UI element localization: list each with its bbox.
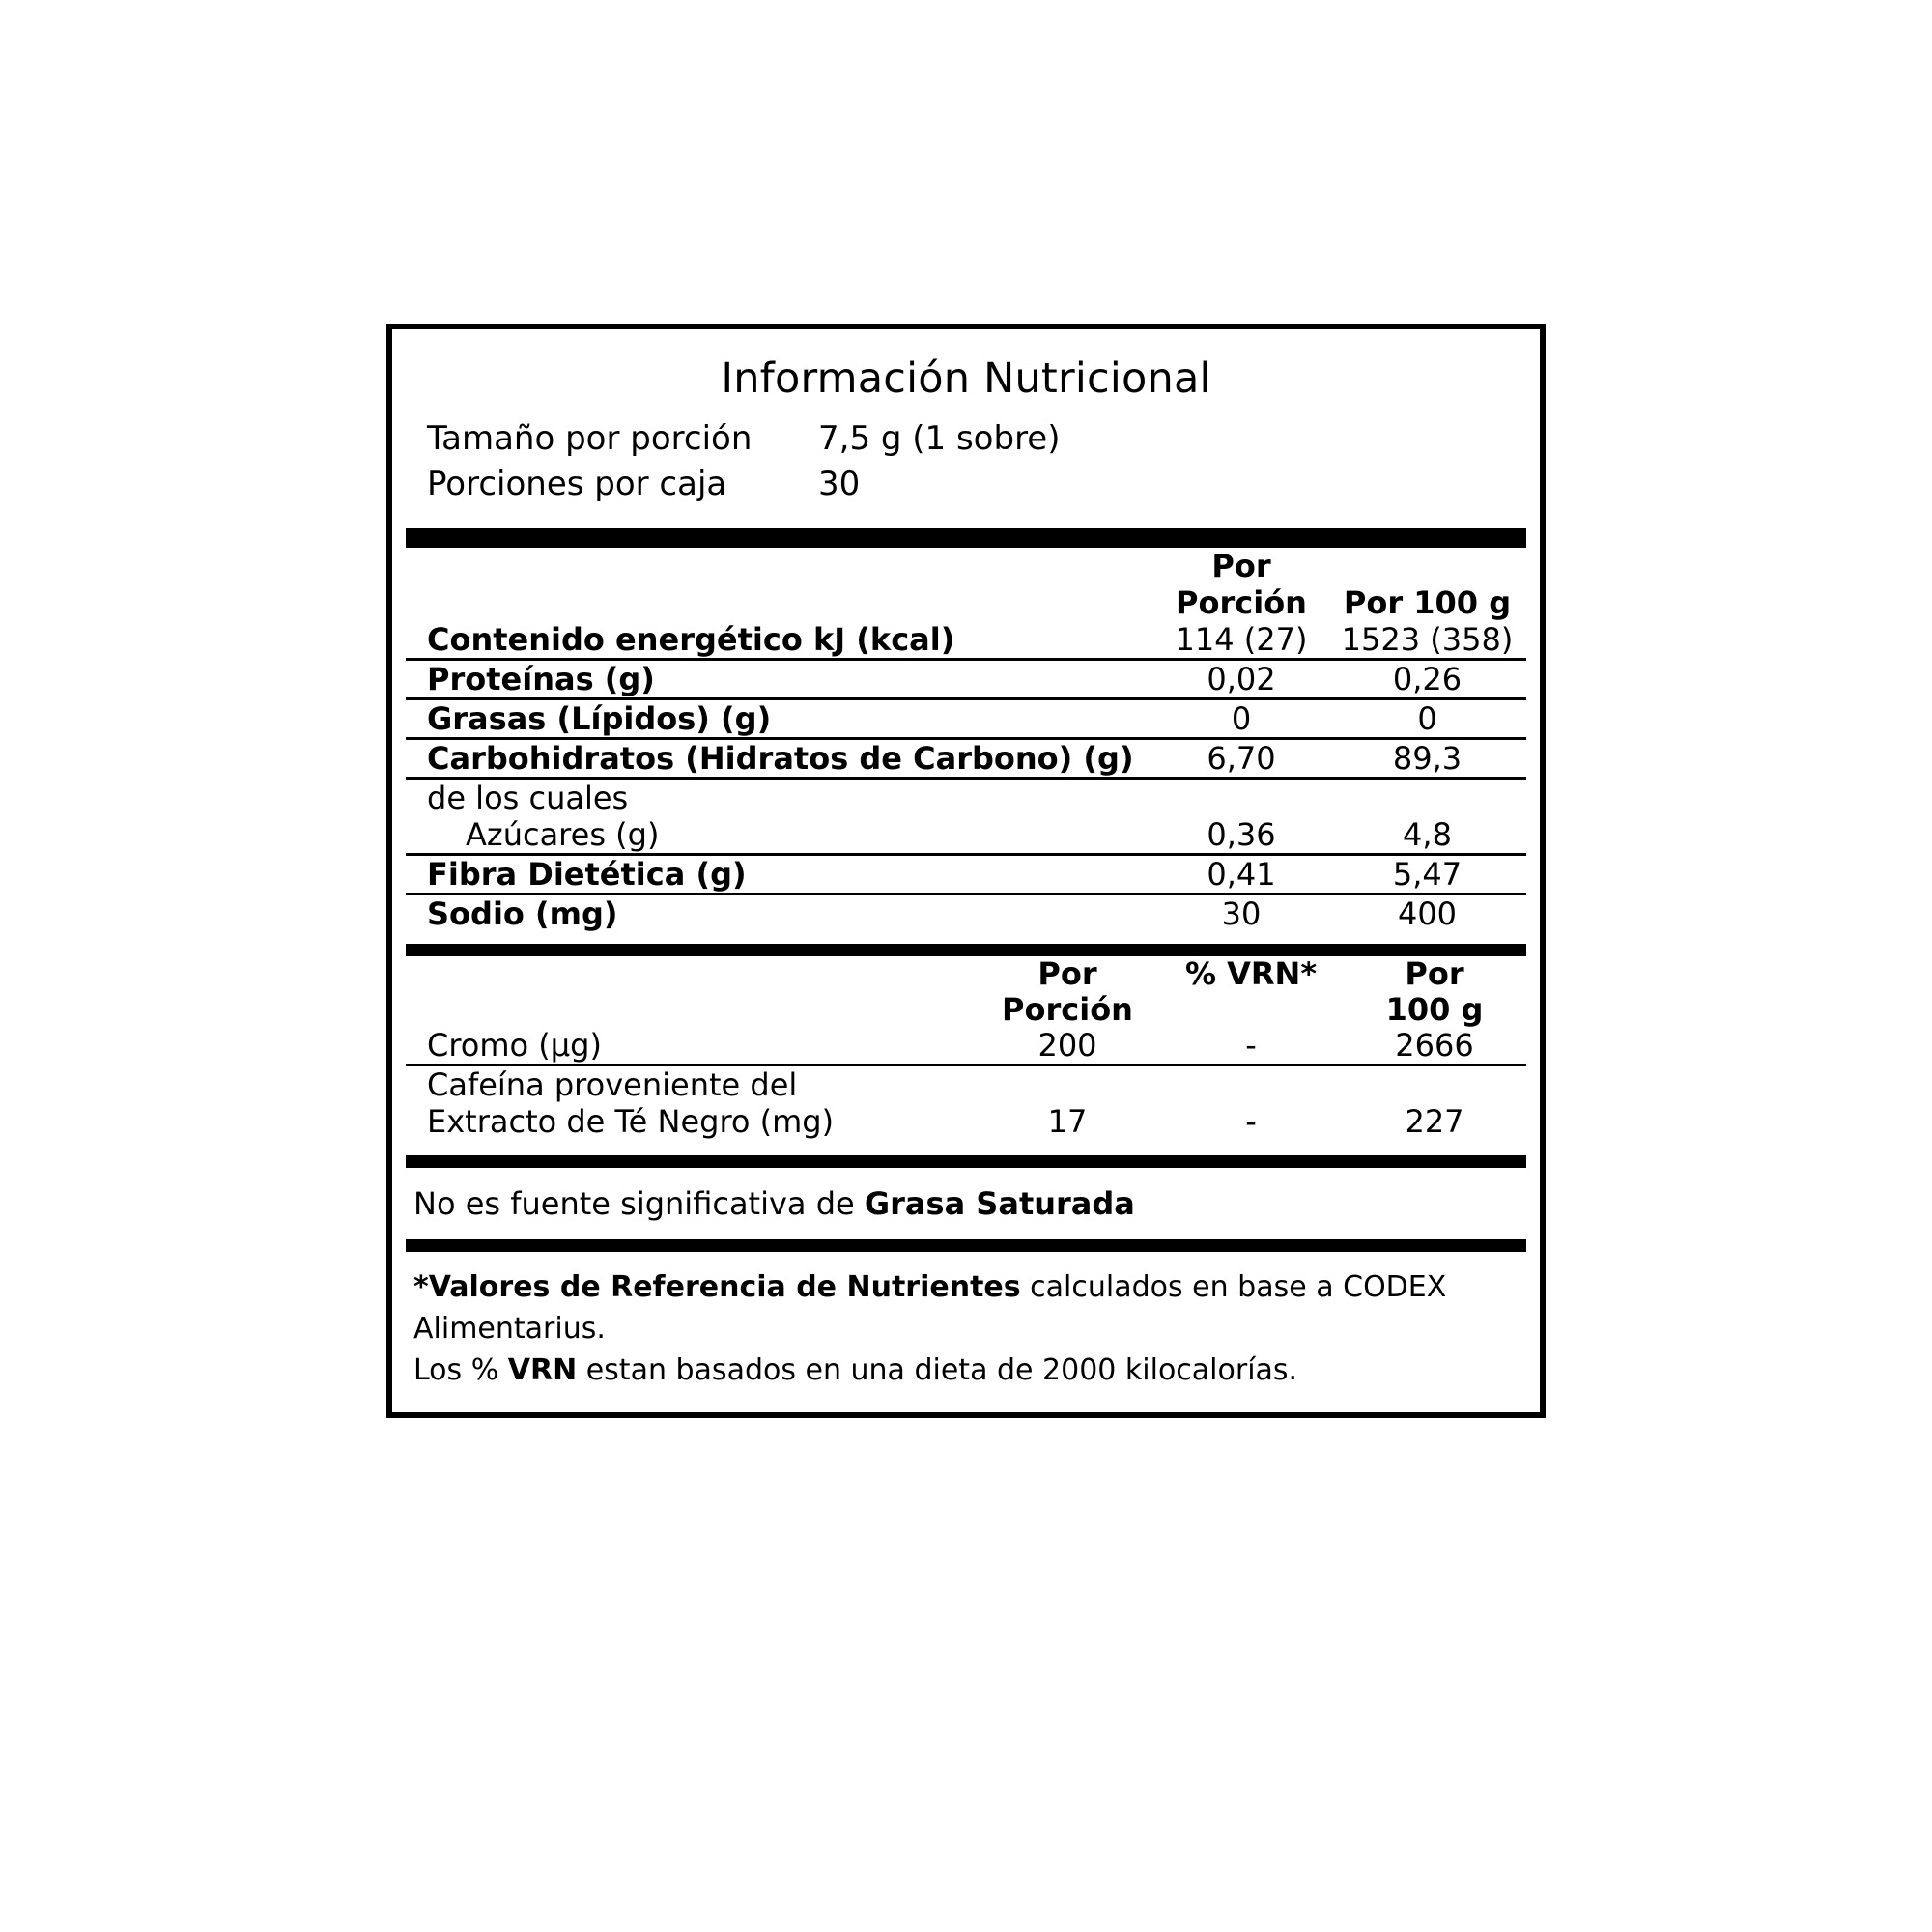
- row-per-100g: 1523 (358): [1328, 621, 1526, 660]
- header-per-100g-micro: [1343, 956, 1526, 1028]
- divider-mid: [406, 944, 1526, 956]
- table-row: [406, 1065, 1526, 1104]
- row-name: Cromo (µg): [406, 1027, 976, 1065]
- row-per-100g: 5,47: [1328, 854, 1526, 894]
- row-name-line2: Extracto de Té Negro (mg): [427, 1103, 835, 1141]
- table-row: [406, 659, 1526, 698]
- table-row: [406, 1103, 1526, 1140]
- header-per-serving: Por Porción: [1176, 547, 1307, 621]
- footnote-line-2-b: estan basados en una dieta de 2000 kilocalorías.: [577, 1352, 1298, 1387]
- header-blank: [406, 548, 1154, 621]
- table-row: [406, 1027, 1526, 1065]
- divider-thick-top: [406, 528, 1526, 548]
- row-per-serving: [1154, 778, 1328, 816]
- nutrients-table-main: [406, 548, 1526, 932]
- row-vrn: -: [1245, 1103, 1257, 1141]
- footnote-line-1-bold: *Valores de Referencia de Nutrientes: [413, 1270, 1021, 1305]
- row-per-serving: 30: [1221, 895, 1262, 932]
- row-vrn: -: [1159, 1027, 1343, 1065]
- header-per-serving-micro: [976, 956, 1159, 1028]
- row-name: Sodio (mg): [427, 895, 618, 932]
- row-name: de los cuales: [427, 779, 629, 816]
- row-per-100g: 0,26: [1328, 659, 1526, 698]
- table-row: [406, 738, 1526, 778]
- row-per-100g: [1328, 778, 1526, 816]
- header-vrn: % VRN*: [1184, 954, 1318, 992]
- row-name: Proteínas (g): [406, 659, 1154, 698]
- row-per-serving: 0: [1154, 698, 1328, 738]
- serving-size-row: [427, 416, 1505, 462]
- header-per-100g: Por 100 g: [1343, 583, 1512, 621]
- row-per-100g: 2666: [1343, 1027, 1526, 1065]
- footnote-line-2: [413, 1350, 1519, 1392]
- servings-per-box-label: Porciones por caja: [427, 464, 727, 503]
- note-bold: Grasa Saturada: [864, 1185, 1135, 1223]
- footnote-line-1-rest: calculados en base a CODEX Alimentarius.: [413, 1270, 1447, 1346]
- note-prefix: No es fuente significativa de: [413, 1185, 865, 1223]
- table-row: [406, 894, 1526, 932]
- row-per-serving: 17: [1047, 1103, 1088, 1141]
- header-per-serving-line2: Porción: [1002, 990, 1133, 1028]
- footnote-line-1: [413, 1267, 1519, 1350]
- footnote: [392, 1252, 1540, 1412]
- row-per-serving: 6,70: [1154, 738, 1328, 778]
- table-header-row-main: [406, 548, 1526, 621]
- row-per-100g: 89,3: [1328, 738, 1526, 778]
- serving-size-label: Tamaño por porción: [427, 419, 753, 458]
- divider-mid-2: [406, 1155, 1526, 1168]
- divider-mid-3: [406, 1239, 1526, 1252]
- serving-size-value: 7,5 g (1 sobre): [818, 419, 1061, 458]
- row-per-serving: 0,02: [1154, 659, 1328, 698]
- row-name: Azúcares (g): [406, 816, 1154, 855]
- row-name: Grasas (Lípidos) (g): [406, 698, 1154, 738]
- not-significant-source-note: [392, 1168, 1540, 1239]
- row-per-100g: 4,8: [1328, 816, 1526, 855]
- row-name-line1: Cafeína proveniente del: [427, 1066, 798, 1104]
- row-name: Fibra Dietética (g): [406, 854, 1154, 894]
- nutrients-table-micro: [406, 956, 1526, 1141]
- row-per-serving: 0,41: [1154, 854, 1328, 894]
- table-row: [406, 816, 1526, 855]
- nutrition-facts-panel: [386, 324, 1546, 1418]
- servings-per-box-row: [427, 462, 1505, 507]
- row-per-100g: 0: [1328, 698, 1526, 738]
- header-per-100g-line2: 100 g: [1385, 990, 1484, 1028]
- footnote-line-2-bold: VRN: [507, 1352, 578, 1387]
- table-row: [406, 698, 1526, 738]
- page-title: Información Nutricional: [721, 355, 1211, 403]
- header-per-serving-line1: Por: [1037, 954, 1097, 992]
- row-per-100g: 400: [1397, 895, 1458, 932]
- table-row: [406, 621, 1526, 660]
- row-per-100g: 227: [1405, 1103, 1464, 1141]
- servings-per-box-value: 30: [818, 464, 861, 503]
- header-blank-micro: [406, 956, 976, 1028]
- footnote-line-2-a: Los %: [413, 1352, 508, 1387]
- header-per-100g-line1: Por: [1405, 954, 1464, 992]
- table-row: [406, 854, 1526, 894]
- table-header-row-micro: [406, 956, 1526, 1028]
- row-per-serving: 114 (27): [1154, 621, 1328, 660]
- table-row: [406, 778, 1526, 816]
- row-per-serving: 0,36: [1154, 816, 1328, 855]
- row-name: Contenido energético kJ (kcal): [406, 621, 1154, 660]
- row-name: Carbohidratos (Hidratos de Carbono) (g): [406, 738, 1154, 778]
- serving-info: [392, 416, 1540, 528]
- row-per-serving: 200: [976, 1027, 1159, 1065]
